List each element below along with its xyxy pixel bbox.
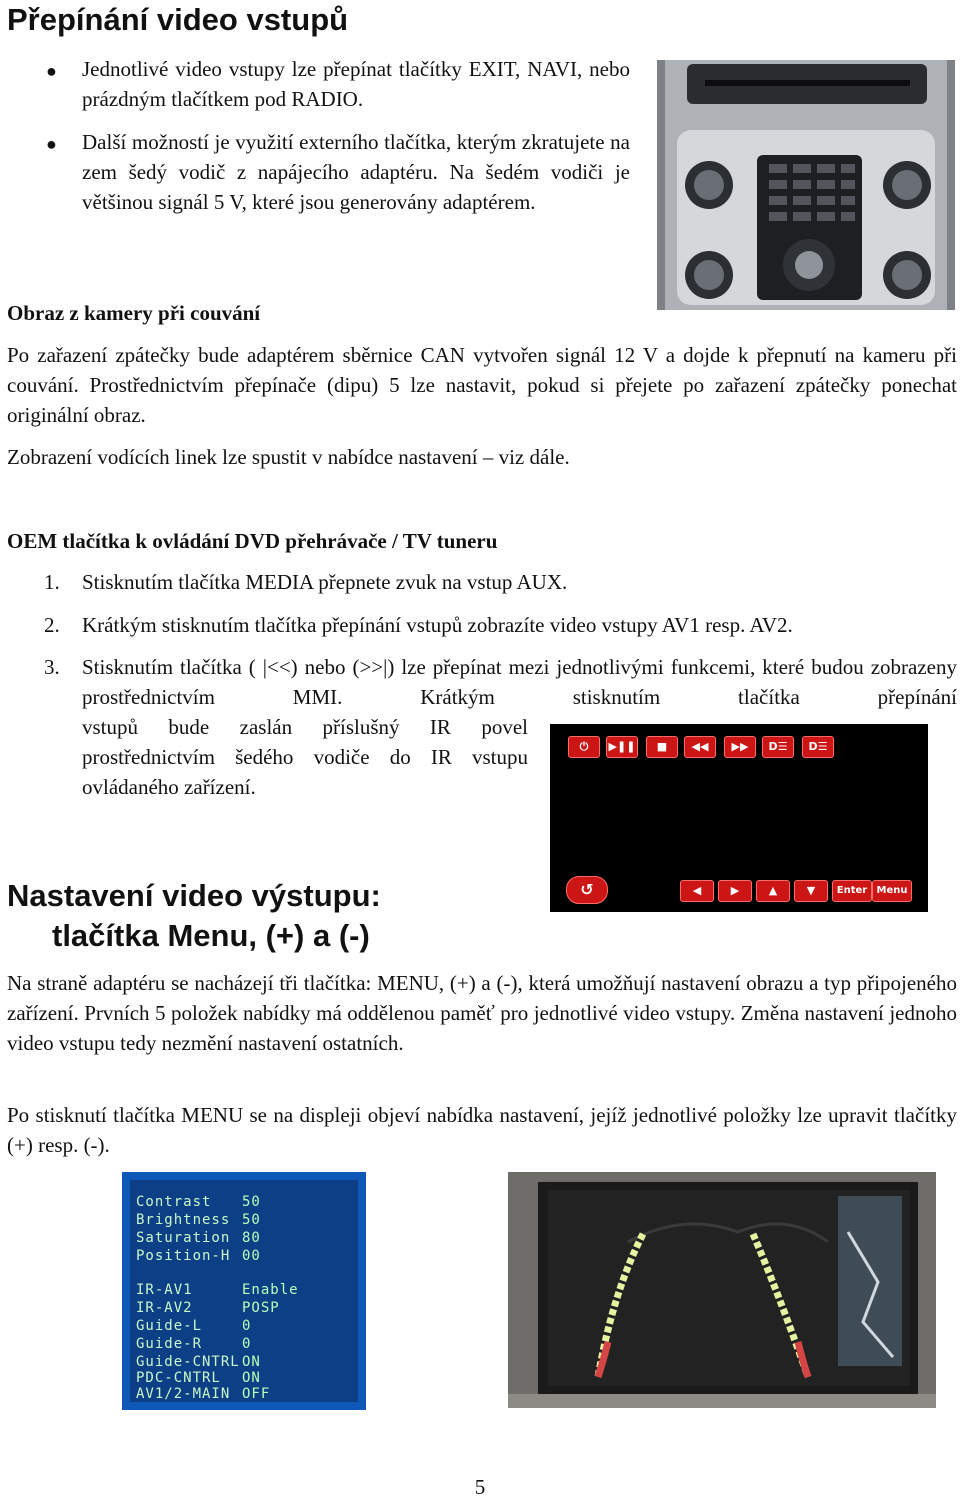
menu-value: 80 — [242, 1230, 261, 1246]
menu-label: Guide-R — [136, 1336, 203, 1352]
disc-title-button[interactable]: D☰ — [802, 736, 834, 758]
down-button[interactable]: ▼ — [794, 880, 828, 902]
bullet-text-2: Další možností je využití externího tlačítka, kterým zkratujete na zem šedý vodič z napájecího adaptéru. Na šedém vodiči je většinou signál 5 V, které jsou generovány adaptérem. — [82, 130, 630, 214]
page-number: 5 — [474, 1475, 486, 1499]
rewind-button[interactable]: ◀◀ — [684, 736, 716, 758]
car-dashboard-photo — [657, 60, 955, 310]
menu-label: Position-H — [136, 1248, 231, 1264]
settings-paragraph-2: Po stisknutí tlačítka MENU se na displeji objeví nabídka nastavení, jejíž jednotlivé položky lze upravit tlačítky (+) resp. (-). — [7, 1103, 957, 1157]
settings-heading-line-2: tlačítka Menu, (+) a (-) — [52, 918, 370, 953]
parking-guide-illustration — [508, 1172, 936, 1408]
list-number: 3. — [44, 655, 60, 679]
settings-heading-line-1: Nastavení video výstupu: — [7, 878, 381, 913]
menu-value: 0 — [242, 1336, 252, 1352]
bullet-dot: ● — [46, 134, 57, 154]
oem-item-2: Krátkým stisknutím tlačítka přepínání vstupů zobrazíte video vstupy AV1 resp. AV2. — [82, 613, 793, 637]
menu-value: 0 — [242, 1318, 252, 1334]
parking-camera-photo — [508, 1172, 936, 1408]
list-number: 1. — [44, 570, 60, 594]
enter-button[interactable]: Enter — [832, 880, 872, 902]
oem-item-1: Stisknutím tlačítka MEDIA přepnete zvuk na vstup AUX. — [82, 570, 568, 594]
back-button[interactable]: ↺ — [566, 876, 608, 904]
left-button[interactable]: ◀ — [680, 880, 714, 902]
list-number: 2. — [44, 613, 60, 637]
menu-label: Saturation — [136, 1230, 231, 1246]
menu-value: POSP — [242, 1300, 280, 1316]
settings-menu-photo — [122, 1172, 366, 1410]
menu-label: Guide-CNTRL — [136, 1354, 240, 1370]
menu-value: 50 — [242, 1194, 261, 1210]
menu-value: 50 — [242, 1212, 261, 1228]
menu-label: IR-AV2 — [136, 1300, 193, 1316]
menu-value: ON — [242, 1370, 261, 1386]
power-button[interactable]: ⏻ — [568, 736, 600, 758]
menu-value: 00 — [242, 1248, 261, 1264]
oem-item-3-text: Stisknutím tlačítka ( |<<) nebo (>>|) lze přepínat mezi jednotlivými funkcemi, které budou zobrazeny prostřednictvím MMI. Krátkým stisknutím tlačítka přepínání — [82, 655, 957, 709]
oem-item-3-continuation: vstupů bude zaslán příslušný IR povel prostřednictvím šedého vodiče do IR vstupu ovládaného zařízení. — [82, 715, 528, 799]
fast-forward-button[interactable]: ▶▶ — [724, 736, 756, 758]
disc-menu-button[interactable]: D☰ — [762, 736, 794, 758]
menu-label: AV1/2-MAIN — [136, 1386, 231, 1402]
oem-heading: OEM tlačítka k ovládání DVD přehrávače / TV tuneru — [7, 529, 498, 553]
stop-button[interactable]: ■ — [646, 736, 678, 758]
camera-paragraph-2: Zobrazení vodících linek lze spustit v nabídce nastavení – viz dále. — [7, 445, 570, 469]
camera-heading: Obraz z kamery při couvání — [7, 301, 261, 325]
camera-paragraph-1: Po zařazení zpátečky bude adaptérem sběrnice CAN vytvořen signál 12 V a dojde k přepnutí na kameru při couvání. Prostřednictvím přepínače (dipu) 5 lze nastavit, pokud si přejete po zařazení zpátečky ponechat originální obraz. — [7, 343, 957, 427]
bullet-text-1: Jednotlivé video vstupy lze přepínat tlačítky EXIT, NAVI, nebo prázdným tlačítkem pod RADIO. — [82, 57, 630, 111]
menu-button[interactable]: Menu — [872, 880, 912, 902]
right-button[interactable]: ▶ — [718, 880, 752, 902]
play-pause-button[interactable]: ▶❚❚ — [606, 736, 638, 758]
menu-label: PDC-CNTRL — [136, 1370, 221, 1386]
dashboard-illustration — [657, 60, 955, 310]
menu-value: Enable — [242, 1282, 299, 1298]
settings-paragraph-1: Na straně adaptéru se nacházejí tři tlačítka: MENU, (+) a (-), která umožňují nastavení obrazu a typ připojeného zařízení. Prvních 5 položek nabídky má oddělenou paměť pro jednotlivé video vstupy. Změna nastavení jednoho video vstupu tedy nezmění nastavení ostatních. — [7, 971, 957, 1055]
up-button[interactable]: ▲ — [756, 880, 790, 902]
menu-label: IR-AV1 — [136, 1282, 193, 1298]
page-title: Přepínání video vstupů — [7, 2, 349, 37]
menu-label: Guide-L — [136, 1318, 203, 1334]
menu-value: ON — [242, 1354, 261, 1370]
bullet-dot: ● — [46, 61, 57, 81]
menu-label: Contrast — [136, 1194, 212, 1210]
osd-control-screen — [550, 724, 928, 912]
menu-value: OFF — [242, 1386, 271, 1402]
menu-label: Brightness — [136, 1212, 231, 1228]
